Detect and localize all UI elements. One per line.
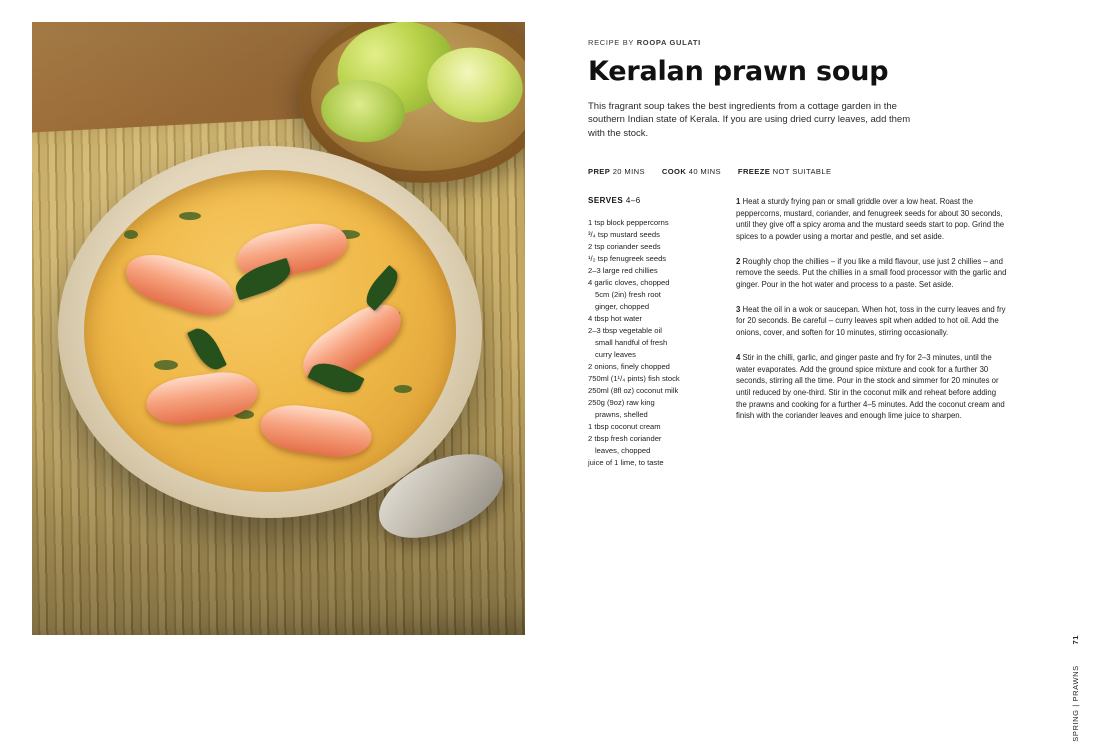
ingredient-continuation: prawns, shelled <box>595 409 648 419</box>
ingredient-item: 4 tbsp hot water <box>588 313 643 323</box>
ingredients-list <box>588 217 710 469</box>
method-step-number: 1 <box>736 196 741 206</box>
method-step-text: Roughly chop the chillies – if you like a mild flavour, use just 2 chillies – and remove the seeds. Put the chillies in a small food processor with the garlic and ginger. Pour in the hot water and process to a paste. Set aside. <box>736 256 1007 290</box>
ingredient-item: ³/₄ tsp mustard seeds <box>588 229 660 239</box>
freeze-value: NOT SUITABLE <box>772 166 832 176</box>
cook-label: COOK <box>661 166 687 176</box>
method-step <box>736 352 1008 422</box>
ingredient-item: 250ml (8fl oz) coconut milk <box>588 385 679 395</box>
method-step-number: 2 <box>736 256 741 266</box>
recipe-text-column <box>588 38 1008 469</box>
ingredient-item: 1 tbsp coconut cream <box>588 421 661 431</box>
ingredient-item: juice of 1 lime, to taste <box>588 457 664 467</box>
ingredient-item: 2–3 large red chillies <box>588 265 658 275</box>
prawn <box>120 246 241 324</box>
serves-heading <box>588 196 710 205</box>
method-step-text: Heat a sturdy frying pan or small griddle over a low heat. Roast the peppercorns, mustard, coriander, and fenugreek seeds for about 30 seconds, until they give off a spicy aroma and the mustard seeds start to pop. Grind the spices to a powder using a mortar and pestle, and set aside. <box>736 196 1005 242</box>
page-number: 71 <box>1071 635 1080 645</box>
ingredient-continuation: small handful of fresh <box>595 337 668 347</box>
method-column <box>736 196 1008 469</box>
recipe-body <box>588 196 1008 469</box>
ingredient-continuation: ginger, chopped <box>595 301 650 311</box>
ingredient-item <box>588 337 710 349</box>
ingredient-item <box>588 349 710 361</box>
ingredient-item: 2 tsp coriander seeds <box>588 241 661 251</box>
ingredient-item: 250g (9oz) raw king <box>588 397 655 407</box>
method-step-number: 3 <box>736 304 741 314</box>
herb-fleck <box>154 360 178 370</box>
prep-label: PREP <box>588 166 611 176</box>
method-step-text: Heat the oil in a wok or saucepan. When hot, toss in the curry leaves and fry for 20 seconds. Be careful – curry leaves spit when added to hot oil. Add the onions, cover, and soften for 10 minutes, stirring occasionally. <box>736 304 1006 338</box>
herb-fleck <box>179 212 201 220</box>
ingredient-item: 1 tsp block peppercorns <box>588 217 669 227</box>
ingredients-column <box>588 196 710 469</box>
prep-value: 20 MINS <box>612 166 645 176</box>
byline-author: ROOPA GULATI <box>636 38 701 47</box>
ingredient-item: 750ml (1¹/₄ pints) fish stock <box>588 373 680 383</box>
serves-label: SERVES <box>588 195 624 205</box>
ingredient-continuation: 5cm (2in) fresh root <box>595 289 661 299</box>
serves-value: 4–6 <box>625 195 641 205</box>
prawn <box>257 400 374 461</box>
recipe-intro: This fragrant soup takes the best ingredients from a cottage garden in the southern Indian state of Kerala. If you are using dried curry leaves, add them with the stock. <box>588 100 911 140</box>
cook-value: 40 MINS <box>688 166 721 176</box>
curry-leaf <box>187 324 227 375</box>
prawn <box>143 367 260 428</box>
ingredient-item: ¹/₂ tsp fenugreek seeds <box>588 253 667 263</box>
method-step-text: Stir in the chilli, garlic, and ginger paste and fry for 2–3 minutes, until the water evaporates. Add the ground spice mixture and cook for a further 30 seconds, stirring all the time. Pour in the stock and simmer for 20 minutes or until reduced by one-third. Stir in the coconut milk and reheat before adding the prawns and cooking for a further 4–5 minutes. Add the coconut cream and finish with the coriander leaves and enough lime juice to sharpen. <box>736 352 1005 421</box>
ingredient-item: 4 garlic cloves, chopped <box>588 277 670 287</box>
recipe-meta <box>588 167 1008 176</box>
ingredient-item <box>588 409 710 421</box>
byline-prefix: RECIPE BY <box>588 38 634 47</box>
recipe-byline <box>588 38 1008 47</box>
herb-fleck <box>124 230 138 239</box>
ingredient-item: 2 onions, finely chopped <box>588 361 670 371</box>
method-step-number: 4 <box>736 352 741 362</box>
herb-fleck <box>394 385 412 393</box>
ingredient-continuation: curry leaves <box>595 349 636 359</box>
method-step <box>736 304 1008 339</box>
running-head <box>1071 635 1080 742</box>
page-title: Keralan prawn soup <box>588 56 889 87</box>
running-head-text: SPRING | PRAWNS <box>1071 665 1080 742</box>
ingredient-item <box>588 301 710 313</box>
freeze-label: FREEZE <box>737 166 771 176</box>
method-step <box>736 196 1008 243</box>
ingredient-item: 2 tbsp fresh coriander <box>588 433 662 443</box>
soup-bowl <box>58 146 482 518</box>
ingredient-item <box>588 289 710 301</box>
ingredient-item <box>588 445 710 457</box>
method-step <box>736 256 1008 291</box>
recipe-photo <box>32 22 525 635</box>
ingredient-item: 2–3 tbsp vegetable oil <box>588 325 662 335</box>
ingredient-continuation: leaves, chopped <box>595 445 651 455</box>
soup-surface <box>84 170 456 492</box>
